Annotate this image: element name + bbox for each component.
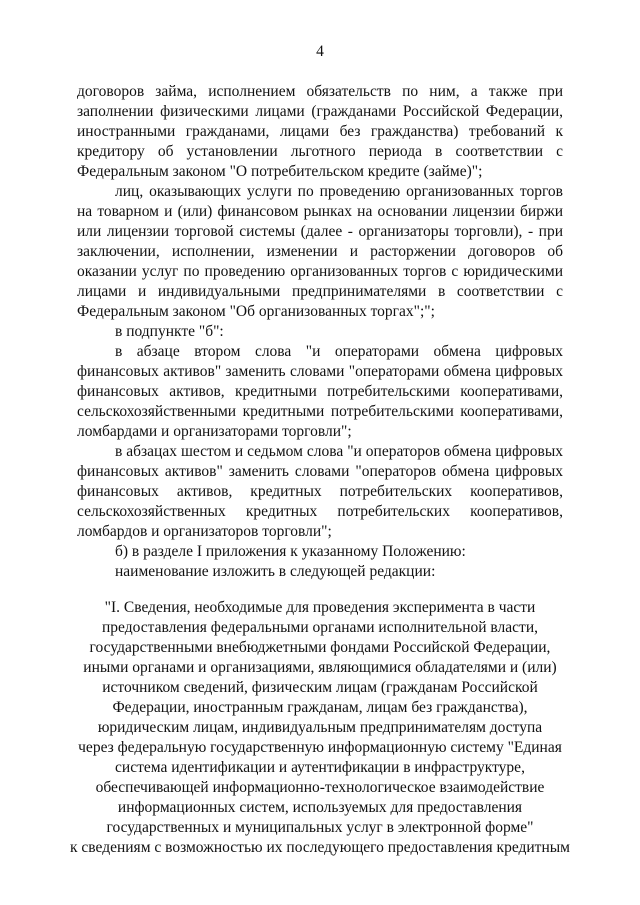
paragraph: в подпункте "б": <box>115 323 224 340</box>
paragraph: б) в разделе I приложения к указанному Положению: <box>115 543 466 560</box>
section-title-line: через федеральную государственную информационную систему "Единая <box>78 739 562 756</box>
document-body <box>77 82 563 582</box>
section-title <box>40 598 600 858</box>
paragraph: в абзацах шестом и седьмом слова "и операторов обмена цифровых финансовых активов" заменить словами "операторов обмена цифровых финансовых активов, кредитных потребительских кооперативов, сельскохозяйственных кредитных потребительских кооперативов, ломбардов и организаторов торговли"; <box>77 443 563 540</box>
page-number: 4 <box>316 43 324 60</box>
paragraph: в абзаце втором слова "и операторами обмена цифровых финансовых активов" заменить словами "операторами обмена цифровых финансовых активов, кредитными потребительскими кооперативами, сельскохозяйственными кредитными потребительскими кооперативами, ломбардами и организаторами торговли"; <box>77 343 563 440</box>
section-title-line: источником сведений, физическим лицам (гражданам Российской <box>102 679 538 696</box>
section-title-line: система идентификации и аутентификации в инфраструктуре, <box>115 759 525 776</box>
paragraph: договоров займа, исполнением обязательств по ним, а также при заполнении физическими лицами (гражданами Российской Федерации, иностранными гражданами, лицами без гражданства) требований к кредитору об установлении льготного периода в соответствии с Федеральным законом "О потребительском кредите (займе)"; <box>77 83 563 180</box>
section-title-line: обеспечивающей информационно-технологическое взаимодействие <box>95 779 545 796</box>
section-title-line: предоставления федеральными органами исполнительной власти, <box>102 619 538 636</box>
section-title-line: государственными внебюджетными фондами Российской Федерации, <box>89 639 551 656</box>
section-title-line: Федерации, иностранным гражданам, лицам без гражданства), <box>112 699 528 716</box>
section-title-line: государственных и муниципальных услуг в электронной форме" <box>106 819 534 836</box>
section-title-line: "I. Сведения, необходимые для проведения эксперимента в части <box>104 599 536 616</box>
section-title-line: юридическим лицам, индивидуальным предпринимателям доступа <box>97 719 543 736</box>
section-title-line: к сведениям с возможностью их последующего предоставления кредитным <box>70 839 570 856</box>
paragraph: наименование изложить в следующей редакции: <box>115 563 436 580</box>
section-title-line: информационных систем, используемых для предоставления <box>117 799 523 816</box>
paragraph: лиц, оказывающих услуги по проведению организованных торгов на товарном и (или) финансовом рынках на основании лицензии биржи или лицензии торговой системы (далее - организаторы торговли), - при заключении, исполнении, изменении и расторжении договоров об оказании услуг по проведению организованных торгов с юридическими лицами и индивидуальными предпринимателями в соответствии с Федеральным законом "Об организованных торгах";"; <box>77 183 563 320</box>
section-title-line: иными органами и организациями, являющимися обладателями и (или) <box>83 659 557 676</box>
